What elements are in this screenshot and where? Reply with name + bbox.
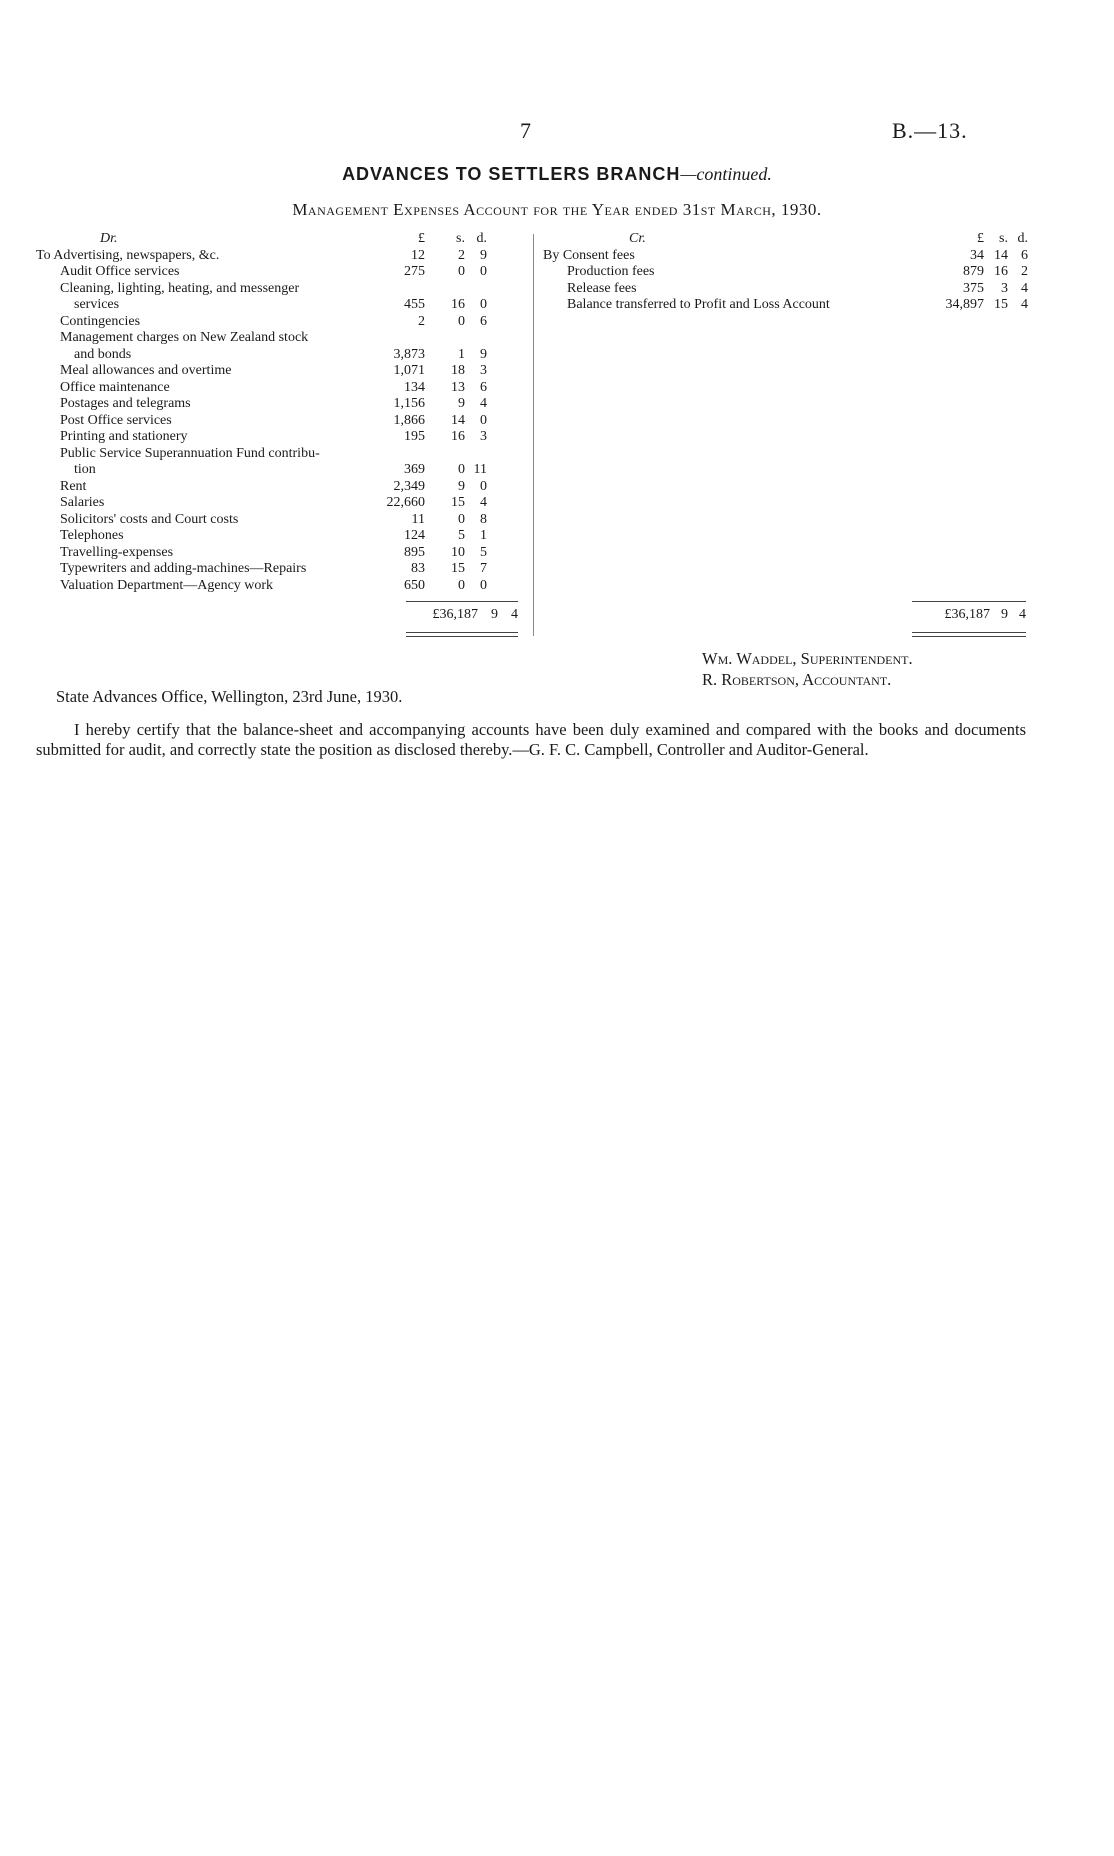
shillings-header: s. xyxy=(456,231,465,246)
account-row xyxy=(36,495,523,512)
item-label-continued: services xyxy=(74,297,120,312)
debit-total-double-rule xyxy=(406,632,518,637)
amount-pounds: 375 xyxy=(963,280,984,296)
account-row xyxy=(36,429,523,446)
pounds-header: £ xyxy=(418,231,425,246)
account-row xyxy=(36,264,523,281)
amount-pence: 11 xyxy=(473,462,487,477)
amount-pence: 0 xyxy=(480,297,487,312)
item-label: Public Service Superannuation Fund contribu- xyxy=(60,445,320,461)
account-row-line xyxy=(36,446,523,463)
amount-shillings: 2 xyxy=(458,247,465,263)
item-label: Travelling-expenses xyxy=(60,544,174,560)
amount-pounds: 1,071 xyxy=(393,363,425,378)
credit-total-shillings: 9 xyxy=(1001,607,1008,622)
amount-shillings: 16 xyxy=(451,429,465,444)
amount-shillings: 15 xyxy=(994,297,1008,312)
account-row xyxy=(36,545,523,562)
account-title: Management Expenses Account for the Year ended 31st March, 1930. xyxy=(292,200,822,219)
amount-pence: 0 xyxy=(480,478,487,494)
amount-pence: 5 xyxy=(480,544,487,560)
amount-pounds: 124 xyxy=(404,528,425,543)
debit-header-row xyxy=(36,231,523,248)
debit-total xyxy=(406,607,518,625)
amount-pounds: 2 xyxy=(418,313,425,329)
account-row xyxy=(36,248,523,265)
amount-pence: 0 xyxy=(480,264,487,279)
item-label: Production fees xyxy=(567,264,655,279)
amount-pence: 2 xyxy=(1021,264,1028,279)
item-label: Cleaning, lighting, heating, and messenger xyxy=(60,280,300,296)
item-label: Valuation Department—Agency work xyxy=(60,577,274,593)
amount-shillings: 14 xyxy=(994,247,1008,263)
amount-pounds: 12 xyxy=(411,247,425,263)
credit-side xyxy=(543,231,1028,314)
amount-shillings: 0 xyxy=(458,264,465,279)
amount-shillings: 9 xyxy=(458,396,465,411)
branch-heading xyxy=(0,164,1114,185)
item-label: Salaries xyxy=(60,495,105,510)
account-row xyxy=(36,512,523,529)
shillings-header: s. xyxy=(999,231,1008,246)
pence-header: d. xyxy=(1017,231,1028,246)
debit-total-pounds: £36,187 xyxy=(432,607,478,622)
credit-total xyxy=(912,607,1026,625)
amount-pounds: 369 xyxy=(404,462,425,477)
item-label: Solicitors' costs and Court costs xyxy=(60,511,239,527)
account-row xyxy=(36,314,523,331)
credit-total-pence: 4 xyxy=(1019,607,1026,622)
amount-pounds: 1,156 xyxy=(393,396,425,411)
amount-pence: 3 xyxy=(480,429,487,444)
amount-pounds: 455 xyxy=(404,297,425,312)
account-row-line xyxy=(36,281,523,298)
amount-shillings: 5 xyxy=(458,528,465,543)
amount-pounds: 895 xyxy=(404,544,425,560)
item-label: Typewriters and adding-machines—Repairs xyxy=(60,561,307,576)
account-row xyxy=(36,578,523,595)
amount-pence: 4 xyxy=(1021,280,1028,296)
amount-shillings: 10 xyxy=(451,544,465,560)
amount-pounds: 3,873 xyxy=(393,346,425,362)
amount-pounds: 195 xyxy=(404,429,425,444)
account-row xyxy=(36,396,523,413)
item-label: Management charges on New Zealand stock xyxy=(60,330,309,345)
item-label: Telephones xyxy=(60,528,124,543)
item-label: Rent xyxy=(60,478,87,494)
account-row xyxy=(36,462,523,479)
branch-title: ADVANCES TO SETTLERS BRANCH xyxy=(342,164,681,184)
credit-total-rule xyxy=(912,601,1026,602)
credit-total-double-rule xyxy=(912,632,1026,637)
amount-pounds: 22,660 xyxy=(386,495,425,510)
amount-shillings: 1 xyxy=(458,346,465,362)
account-row xyxy=(36,413,523,430)
audit-certificate: I hereby certify that the balance-sheet and accompanying accounts have been duly examined and compared with the books and documents submitted for audit, and correctly state the position as disclosed thereby.—G. F. C. Campbell, Controller and Auditor-General. xyxy=(36,720,1026,759)
debit-side xyxy=(36,231,523,594)
pence-header: d. xyxy=(476,231,487,246)
amount-pounds: 2,349 xyxy=(393,478,425,494)
item-label: To Advertising, newspapers, &c. xyxy=(36,247,220,263)
document-code: B.—13. xyxy=(892,118,968,143)
account-row xyxy=(543,281,1028,298)
account-row xyxy=(36,363,523,380)
debit-total-pence: 4 xyxy=(511,607,518,622)
item-label: Meal allowances and overtime xyxy=(60,363,232,378)
amount-pounds: 34 xyxy=(970,247,984,263)
item-label: Balance transferred to Profit and Loss Account xyxy=(567,297,830,312)
amount-pence: 1 xyxy=(480,528,487,543)
item-label: Office maintenance xyxy=(60,379,170,395)
debit-total-rule xyxy=(406,601,518,602)
branch-title-suffix: —continued. xyxy=(680,164,772,184)
amount-pence: 4 xyxy=(480,495,487,510)
amount-shillings: 3 xyxy=(1001,280,1008,296)
account-row xyxy=(36,479,523,496)
amount-pounds: 879 xyxy=(963,264,984,279)
amount-pounds: 650 xyxy=(404,577,425,593)
amount-pence: 0 xyxy=(480,577,487,593)
amount-pence: 7 xyxy=(480,561,487,576)
office-date-line: State Advances Office, Wellington, 23rd June, 1930. xyxy=(56,687,403,706)
amount-pounds: 134 xyxy=(404,379,425,395)
amount-pounds: 275 xyxy=(404,264,425,279)
pounds-header: £ xyxy=(977,231,984,246)
item-label: Post Office services xyxy=(60,412,172,428)
item-label: By Consent fees xyxy=(543,247,635,263)
amount-shillings: 16 xyxy=(451,297,465,312)
signature-superintendent: Wm. Waddel, Superintendent. xyxy=(702,649,913,668)
amount-pence: 6 xyxy=(480,313,487,329)
amount-shillings: 9 xyxy=(458,478,465,494)
amount-pence: 9 xyxy=(480,346,487,362)
amount-shillings: 0 xyxy=(458,313,465,329)
signature-accountant: R. Robertson, Accountant. xyxy=(702,670,892,689)
account-row xyxy=(543,264,1028,281)
amount-pence: 6 xyxy=(1021,247,1028,263)
debit-total-shillings: 9 xyxy=(491,607,498,622)
amount-pounds: 1,866 xyxy=(393,412,425,428)
item-label-continued: tion xyxy=(74,462,96,477)
amount-pence: 9 xyxy=(480,247,487,263)
amount-pounds: 11 xyxy=(411,511,425,527)
signature-block xyxy=(702,648,913,690)
amount-shillings: 13 xyxy=(451,379,465,395)
account-row-line xyxy=(36,330,523,347)
amount-shillings: 15 xyxy=(451,495,465,510)
amount-shillings: 15 xyxy=(451,561,465,576)
center-divider xyxy=(533,234,534,636)
page-number: 7 xyxy=(520,118,531,143)
credit-label: Cr. xyxy=(629,231,646,246)
amount-shillings: 18 xyxy=(451,363,465,378)
amount-pence: 3 xyxy=(480,363,487,378)
amount-shillings: 0 xyxy=(458,577,465,593)
item-label-continued: and bonds xyxy=(74,346,132,362)
amount-shillings: 14 xyxy=(451,412,465,428)
account-row xyxy=(36,380,523,397)
item-label: Release fees xyxy=(567,280,637,296)
credit-total-pounds: £36,187 xyxy=(944,607,990,622)
item-label: Audit Office services xyxy=(60,264,180,279)
amount-shillings: 0 xyxy=(458,511,465,527)
amount-pence: 4 xyxy=(1021,297,1028,312)
amount-pence: 4 xyxy=(480,396,487,411)
item-label: Printing and stationery xyxy=(60,429,188,444)
amount-pence: 6 xyxy=(480,379,487,395)
account-row xyxy=(36,561,523,578)
debit-label: Dr. xyxy=(100,231,118,246)
credit-header-row xyxy=(543,231,1028,248)
amount-shillings: 0 xyxy=(458,462,465,477)
account-row xyxy=(36,528,523,545)
account-row xyxy=(36,347,523,364)
amount-pence: 0 xyxy=(480,412,487,428)
account-row xyxy=(543,248,1028,265)
amount-pence: 8 xyxy=(480,511,487,527)
debit-rows xyxy=(36,248,523,595)
account-row xyxy=(36,297,523,314)
amount-pounds: 83 xyxy=(411,561,425,576)
item-label: Contingencies xyxy=(60,313,141,329)
account-row xyxy=(543,297,1028,314)
item-label: Postages and telegrams xyxy=(60,396,191,411)
amount-pounds: 34,897 xyxy=(945,297,984,312)
amount-shillings: 16 xyxy=(994,264,1008,279)
credit-rows xyxy=(543,248,1028,314)
